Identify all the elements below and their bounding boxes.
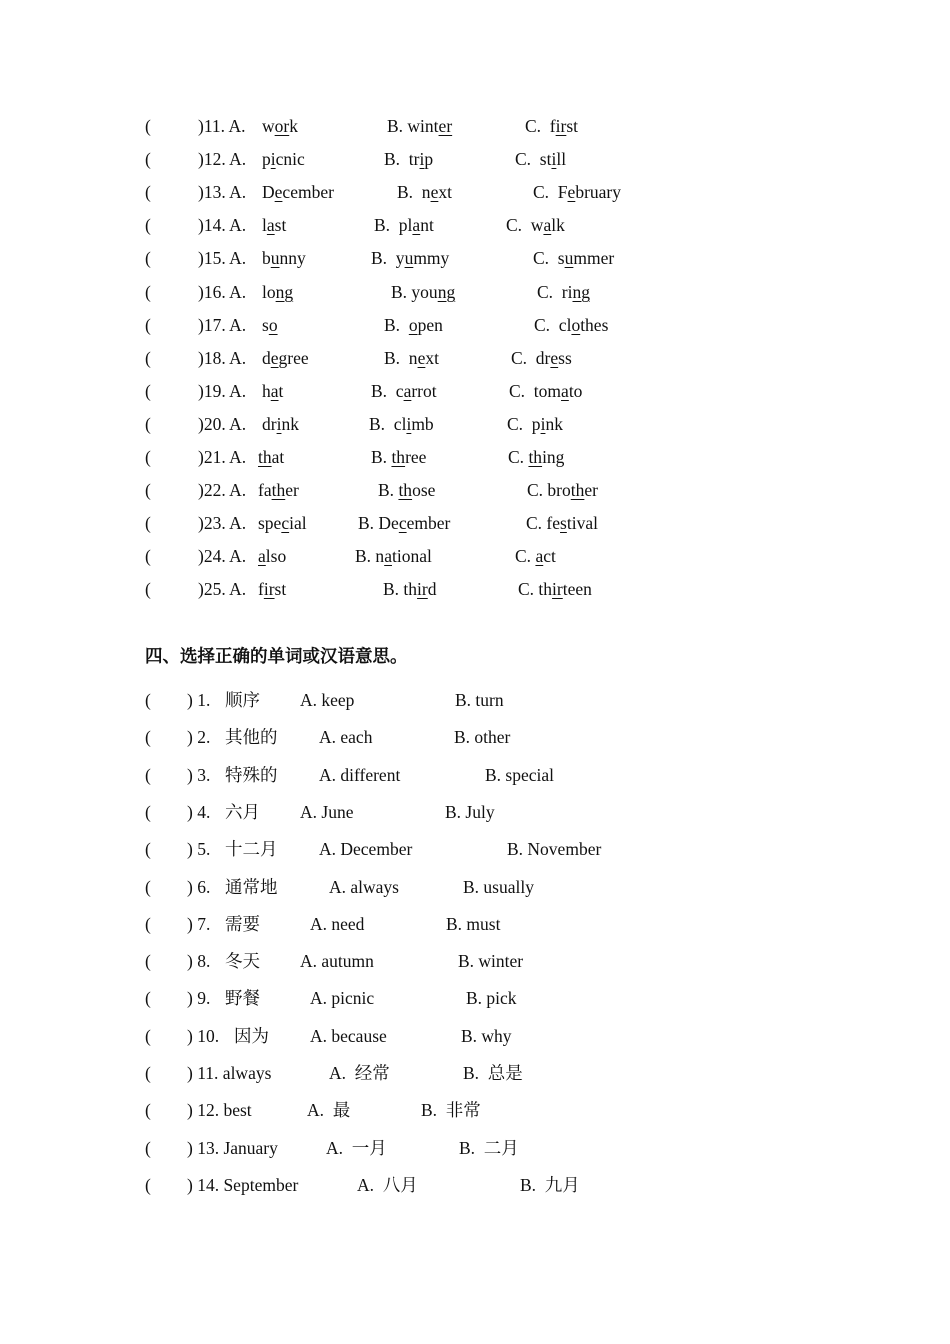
vocab-row [0, 909, 950, 939]
underlined-letters: e [274, 182, 283, 203]
question-number: )17. A. [198, 314, 247, 335]
answer-blank: ( [145, 579, 151, 600]
option-a [262, 144, 305, 174]
question-word: 其他的 [225, 727, 278, 748]
question-row [0, 111, 950, 141]
word-part: ll [556, 149, 567, 170]
underlined-letters: ir [263, 579, 275, 600]
word-part: t [278, 380, 284, 401]
option-b [371, 243, 449, 273]
option-b [369, 409, 434, 439]
vocab-row [0, 983, 950, 1013]
underlined-letters: a [543, 215, 552, 236]
vocab-row [0, 946, 950, 976]
word-part: B. pl [374, 215, 413, 236]
vocab-row [0, 872, 950, 902]
vocab-row [0, 834, 950, 864]
underlined-letters: ir [552, 579, 563, 600]
option-b: B. other [454, 727, 511, 748]
question-number: ) 3. [187, 764, 211, 785]
word-part: st [274, 579, 287, 600]
question-number: )14. A. [198, 215, 247, 236]
question-word: 六月 [225, 801, 260, 822]
option-b [384, 343, 439, 373]
question-number: ) 13. January [187, 1137, 278, 1158]
underlined-letters: i [276, 413, 282, 434]
vocab-row [0, 1095, 950, 1125]
underlined-letters: a [412, 215, 421, 236]
underlined-letters: u [404, 248, 414, 269]
question-row [0, 310, 950, 340]
word-part: tival [566, 513, 598, 534]
word-part: C. tom [509, 380, 562, 401]
word-part: C. th [518, 579, 553, 600]
option-b: B. usually [463, 876, 534, 897]
word-part: l [262, 215, 267, 236]
underlined-letters: e [417, 347, 426, 368]
word-part: B. th [383, 579, 418, 600]
question-word: 冬天 [225, 951, 260, 972]
question-row [0, 243, 950, 273]
word-part: B. you [391, 281, 438, 302]
word-part: C. [508, 447, 529, 467]
answer-blank: ( [145, 480, 151, 501]
answer-blank: ( [145, 513, 151, 534]
question-word: 顺序 [225, 690, 260, 710]
option-a [258, 574, 286, 604]
option-c [518, 574, 592, 604]
question-number: )18. A. [198, 347, 247, 368]
word-part: dr [262, 413, 277, 434]
underlined-letters: ng [437, 281, 456, 302]
option-b: B. winter [458, 951, 524, 972]
question-number: ) 10. [187, 1025, 220, 1046]
vocab-row [0, 1058, 950, 1088]
word-part: B. [371, 447, 392, 467]
word-part: B. De [358, 513, 399, 534]
answer-blank: ( [145, 347, 151, 368]
word-part: C. w [506, 215, 544, 236]
question-row [0, 541, 950, 571]
underlined-letters: i [270, 149, 276, 170]
vocab-row [0, 685, 950, 715]
question-number: )11. A. [198, 116, 246, 136]
question-number: )19. A. [198, 380, 247, 401]
option-c [527, 475, 598, 505]
underlined-letters: c [398, 513, 407, 534]
option-c [526, 508, 598, 538]
word-part: C. F [533, 182, 568, 203]
question-row [0, 574, 950, 604]
option-a [262, 210, 286, 240]
word-part: C. st [515, 149, 552, 170]
vocab-row [0, 797, 950, 827]
option-c [511, 343, 572, 373]
question-row [0, 277, 950, 307]
question-number: ) 14. September [187, 1174, 299, 1195]
option-c [508, 442, 564, 472]
word-part: C. bro [527, 480, 571, 501]
underlined-letters: a [561, 380, 569, 401]
vocab-row [0, 722, 950, 752]
word-part: s [262, 314, 269, 335]
word-part: d [427, 579, 437, 600]
option-b [355, 541, 432, 571]
question-row [0, 508, 950, 538]
option-a: A. each [319, 727, 373, 748]
option-a [258, 442, 284, 472]
word-part: B. y [371, 248, 405, 269]
answer-blank: ( [145, 801, 151, 822]
word-part: tional [391, 546, 432, 567]
word-part: B. tr [384, 149, 420, 170]
question-word: 因为 [234, 1025, 269, 1046]
underlined-letters: a [270, 380, 279, 401]
word-part: er [285, 480, 299, 501]
vocab-row [0, 760, 950, 790]
question-row [0, 343, 950, 373]
option-a [262, 177, 334, 207]
answer-blank: ( [145, 951, 151, 972]
underlined-letters: e [550, 347, 559, 368]
question-number: )24. A. [198, 546, 247, 567]
question-number: ) 9. [187, 988, 211, 1009]
option-b [358, 508, 450, 538]
underlined-letters: e [567, 182, 576, 203]
question-number: ) 2. [187, 727, 211, 748]
option-b [378, 475, 435, 505]
word-part: cnic [275, 149, 305, 170]
word-part: lso [265, 546, 287, 567]
question-number: )23. A. [198, 513, 247, 534]
underlined-letters: ng [572, 281, 590, 302]
option-b: B. special [485, 764, 555, 785]
option-b [397, 177, 452, 207]
question-number: ) 6. [187, 876, 211, 897]
underlined-letters: i [406, 413, 412, 434]
option-a [262, 310, 278, 340]
word-part: b [262, 248, 271, 269]
underlined-letters: ir [417, 579, 428, 600]
option-c [506, 210, 565, 240]
word-part: B. c [371, 380, 404, 401]
option-a: A. December [319, 839, 413, 860]
option-c [537, 277, 590, 307]
option-c [515, 541, 556, 571]
underlined-letters: a [258, 546, 266, 567]
underlined-letters: u [564, 248, 574, 269]
underlined-letters: i [540, 413, 546, 434]
underlined-letters: a [535, 546, 544, 567]
question-number: )13. A. [198, 182, 247, 203]
word-part: spe [258, 513, 282, 534]
word-part: h [262, 380, 271, 401]
option-c [533, 177, 621, 207]
answer-blank: ( [145, 1100, 151, 1121]
option-b: B. turn [455, 690, 504, 710]
option-a: A. autumn [300, 951, 374, 972]
question-number: ) 12. best [187, 1100, 252, 1121]
underlined-letters: er [438, 116, 453, 136]
option-b: B. July [445, 801, 495, 822]
word-part: xt [438, 182, 452, 203]
word-part: mmy [413, 248, 450, 269]
option-a: A. because [310, 1025, 387, 1046]
option-a: A. different [319, 764, 401, 785]
word-part: B. n [355, 546, 385, 567]
option-b [384, 310, 443, 340]
word-part: B. [384, 314, 409, 335]
option-c [525, 111, 578, 141]
word-part: mb [411, 413, 434, 434]
option-b: B. November [507, 839, 602, 860]
word-part: B. cl [369, 413, 407, 434]
option-b: B. 二月 [459, 1137, 519, 1158]
section-four-heading: 四、选择正确的单词或汉语意思。 [145, 647, 408, 667]
underlined-letters: s [560, 513, 567, 534]
answer-blank: ( [145, 913, 151, 934]
option-a [258, 475, 299, 505]
option-b [391, 277, 455, 307]
underlined-letters: ir [555, 116, 567, 136]
word-part: nny [279, 248, 306, 269]
option-a: A. need [310, 913, 365, 934]
underlined-letters: th [391, 447, 406, 467]
answer-blank: ( [145, 380, 151, 401]
answer-blank: ( [145, 839, 151, 860]
question-row [0, 475, 950, 505]
answer-blank: ( [145, 988, 151, 1009]
question-number: ) 5. [187, 839, 211, 860]
answer-blank: ( [145, 1137, 151, 1158]
option-a: A. 八月 [357, 1174, 418, 1195]
option-c [507, 409, 563, 439]
option-a [262, 111, 298, 141]
question-row [0, 144, 950, 174]
option-a: A. June [300, 801, 354, 822]
underlined-letters: i [551, 149, 557, 170]
word-part: nt [420, 215, 434, 236]
word-part: ct [543, 546, 556, 567]
underlined-letters: u [270, 248, 280, 269]
underlined-letters: ng [275, 281, 294, 302]
option-c [534, 310, 608, 340]
word-part: gree [278, 347, 309, 368]
option-c [515, 144, 566, 174]
word-part: w [262, 116, 275, 136]
question-row [0, 210, 950, 240]
underlined-letters: c [281, 513, 290, 534]
question-number: )15. A. [198, 248, 247, 269]
underlined-letters: e [430, 182, 439, 203]
question-number: )25. A. [198, 579, 247, 600]
word-part: nk [281, 413, 299, 434]
word-part: B. wint [387, 116, 439, 136]
word-part: C. p [507, 413, 541, 434]
word-part: B. n [384, 347, 418, 368]
answer-blank: ( [145, 314, 151, 335]
word-part: C. s [533, 248, 565, 269]
underlined-letters: i [419, 149, 425, 170]
option-c [533, 243, 614, 273]
option-a: A. always [329, 876, 399, 897]
word-part: d [262, 347, 271, 368]
option-b: B. 非常 [421, 1100, 481, 1121]
word-part: B. [378, 480, 399, 501]
option-a: A. picnic [310, 988, 375, 1009]
answer-blank: ( [145, 248, 151, 269]
option-a [262, 376, 283, 406]
question-number: )20. A. [198, 413, 247, 434]
underlined-letters: o [571, 314, 581, 335]
word-part: to [568, 380, 583, 401]
word-part: C. cl [534, 314, 572, 335]
word-part: xt [425, 347, 439, 368]
answer-blank: ( [145, 1174, 151, 1195]
underlined-letters: th [271, 480, 286, 501]
word-part: C. dr [511, 347, 551, 368]
question-row [0, 376, 950, 406]
vocab-row [0, 1133, 950, 1163]
question-word: 特殊的 [225, 764, 278, 785]
option-b: B. why [461, 1025, 512, 1046]
word-part: bruary [575, 182, 621, 203]
answer-blank: ( [145, 1025, 151, 1046]
word-part: C. ri [537, 281, 573, 302]
answer-blank: ( [145, 413, 151, 434]
word-part: ss [558, 347, 572, 368]
answer-blank: ( [145, 215, 151, 236]
word-part: f [258, 579, 264, 600]
question-number: )22. A. [198, 480, 247, 501]
vocab-row [0, 1170, 950, 1200]
answer-blank: ( [145, 727, 151, 748]
word-part: thes [580, 314, 609, 335]
question-number: )16. A. [198, 281, 247, 302]
answer-blank: ( [145, 546, 151, 567]
question-number: )12. A. [198, 149, 247, 170]
option-a [262, 343, 309, 373]
question-row [0, 409, 950, 439]
option-c [509, 376, 582, 406]
answer-blank: ( [145, 182, 151, 203]
question-row [0, 442, 950, 472]
underlined-letters: a [403, 380, 412, 401]
question-word: 十二月 [225, 839, 278, 860]
word-part: fa [258, 480, 272, 501]
option-b: B. pick [466, 988, 517, 1009]
word-part: lk [551, 215, 565, 236]
word-part: lo [262, 281, 276, 302]
word-part: B. n [397, 182, 431, 203]
word-part: D [262, 182, 275, 203]
underlined-letters: o [408, 314, 418, 335]
word-part: er [584, 480, 598, 501]
answer-blank: ( [145, 281, 151, 302]
word-part: pen [417, 314, 443, 335]
option-b [371, 442, 426, 472]
option-b [384, 144, 433, 174]
word-part: st [274, 215, 287, 236]
question-word: 需要 [225, 913, 260, 934]
answer-blank: ( [145, 876, 151, 897]
question-number: ) 8. [187, 951, 211, 972]
option-a [262, 409, 299, 439]
option-a [262, 277, 293, 307]
option-b [374, 210, 434, 240]
word-part: ree [405, 447, 427, 467]
underlined-letters: o [268, 314, 278, 335]
underlined-letters: e [270, 347, 279, 368]
word-part: p [262, 149, 271, 170]
underlined-letters: th [570, 480, 585, 501]
question-number: ) 11. always [187, 1063, 272, 1083]
option-a: A. keep [300, 690, 355, 710]
word-part: k [289, 116, 298, 136]
question-number: )21. A. [198, 447, 247, 467]
word-part: at [271, 447, 285, 467]
word-part: C. [515, 546, 536, 567]
word-part: cember [282, 182, 334, 203]
underlined-letters: a [266, 215, 275, 236]
answer-blank: ( [145, 690, 151, 710]
question-row [0, 177, 950, 207]
underlined-letters: th [528, 447, 543, 467]
word-part: p [424, 149, 434, 170]
question-word: 野餐 [225, 988, 260, 1009]
underlined-letters: or [274, 116, 290, 136]
option-b: B. 九月 [520, 1174, 580, 1195]
word-part: C. f [525, 116, 556, 136]
question-word: 通常地 [225, 876, 278, 897]
word-part: C. fe [526, 513, 561, 534]
answer-blank: ( [145, 447, 151, 467]
option-a: A. 经常 [329, 1063, 390, 1083]
question-number: ) 7. [187, 913, 211, 934]
answer-blank: ( [145, 116, 151, 136]
word-part: rrot [411, 380, 437, 401]
word-part: ing [542, 447, 565, 467]
word-part: ose [412, 480, 436, 501]
answer-blank: ( [145, 764, 151, 785]
word-part: ial [289, 513, 307, 534]
word-part: nk [545, 413, 563, 434]
word-part: ember [406, 513, 451, 534]
underlined-letters: a [384, 546, 392, 567]
option-a [258, 508, 307, 538]
word-part: st [566, 116, 579, 136]
option-b: B. must [446, 913, 501, 934]
answer-blank: ( [145, 149, 151, 170]
word-part: teen [562, 579, 592, 600]
underlined-letters: th [258, 447, 272, 467]
option-a: A. 一月 [326, 1137, 387, 1158]
option-b [383, 574, 437, 604]
question-number: ) 1. [187, 690, 211, 710]
option-b [371, 376, 437, 406]
option-b: B. 总是 [463, 1063, 523, 1083]
answer-blank: ( [145, 1063, 151, 1083]
option-a [258, 541, 286, 571]
question-number: ) 4. [187, 801, 211, 822]
word-part: mmer [573, 248, 615, 269]
option-b [387, 111, 452, 141]
underlined-letters: th [398, 480, 413, 501]
option-a: A. 最 [307, 1100, 351, 1121]
option-a [262, 243, 306, 273]
vocab-row [0, 1021, 950, 1051]
